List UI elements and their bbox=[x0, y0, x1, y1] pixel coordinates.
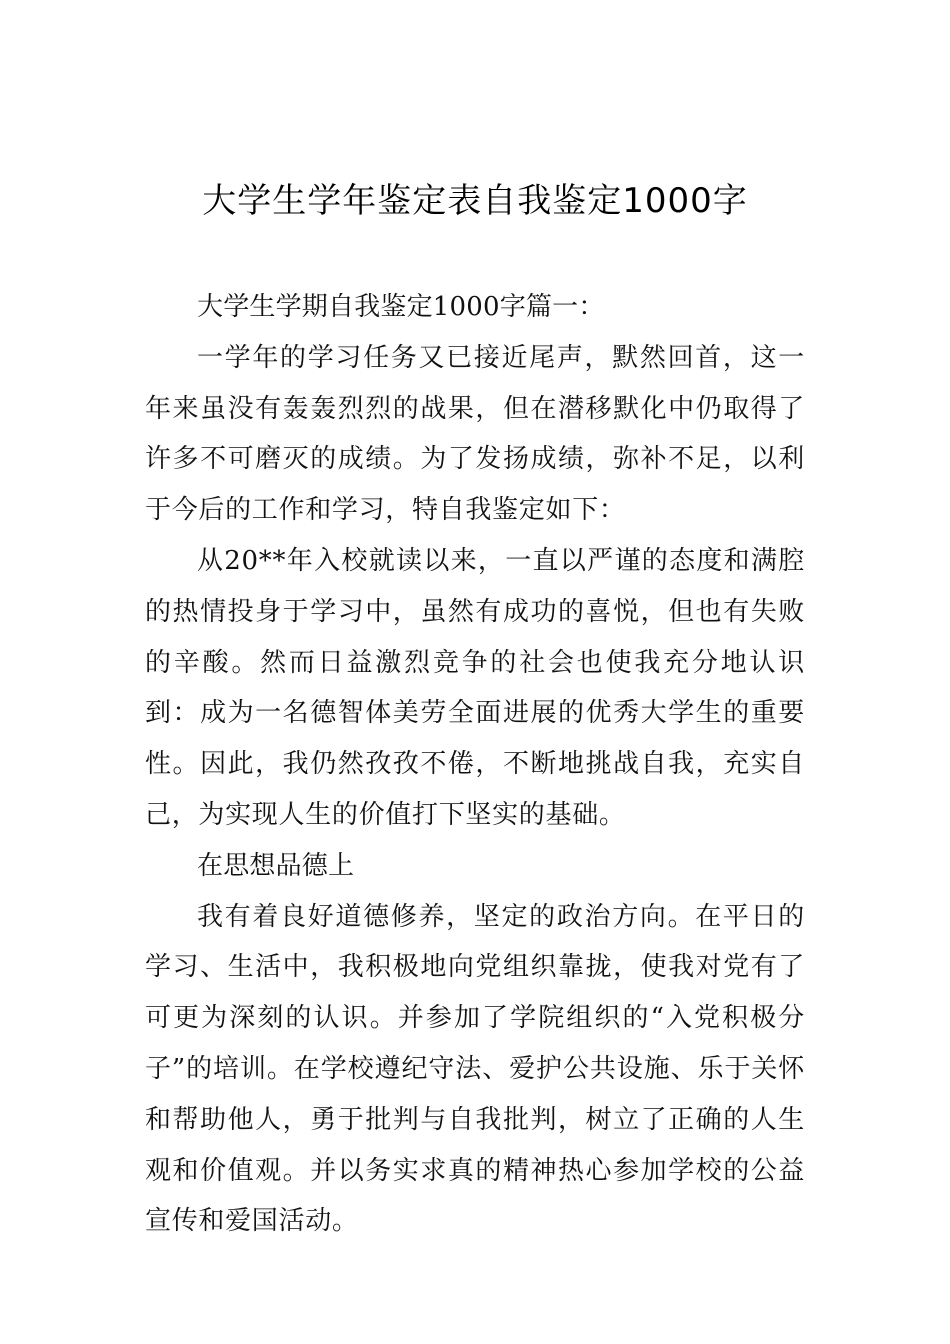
document-title: 大学生学年鉴定表自我鉴定1000字 bbox=[202, 181, 748, 221]
paragraph: 一学年的学习任务又已接近尾声，默然回首，这一年来虽没有轰轰烈烈的战果，但在潜移默化中仍取得了许多不可磨灭的成绩。为了发扬成绩，弥补不足，以利于今后的工作和学习，特自我鉴定如下： bbox=[145, 342, 805, 526]
section-heading: 在思想品德上 bbox=[197, 850, 355, 881]
paragraph: 从20**年入校就读以来，一直以严谨的态度和满腔的热情投身于学习中，虽然有成功的喜悦，但也有失败的辛酸。然而日益激烈竞争的社会也使我充分地认识到：成为一名德智体美劳全面进展的优秀大学生的重要性。因此，我仍然孜孜不倦，不断地挑战自我，充实自己，为实现人生的价值打下坚实的基础。 bbox=[145, 545, 805, 830]
document-body bbox=[145, 282, 805, 1247]
section-heading: 大学生学期自我鉴定1000字篇一： bbox=[197, 292, 605, 322]
paragraph: 我有着良好道德修养，坚定的政治方向。在平日的学习、生活中，我积极地向党组织靠拢，使我对党有了可更为深刻的认识。并参加了学院组织的“入党积极分子”的培训。在学校遵纪守法、爱护公共设施、乐于关怀和帮助他人，勇于批判与自我批判，树立了正确的人生观和价值观。并以务实求真的精神热心参加学校的公益宣传和爱国活动。 bbox=[145, 901, 805, 1237]
